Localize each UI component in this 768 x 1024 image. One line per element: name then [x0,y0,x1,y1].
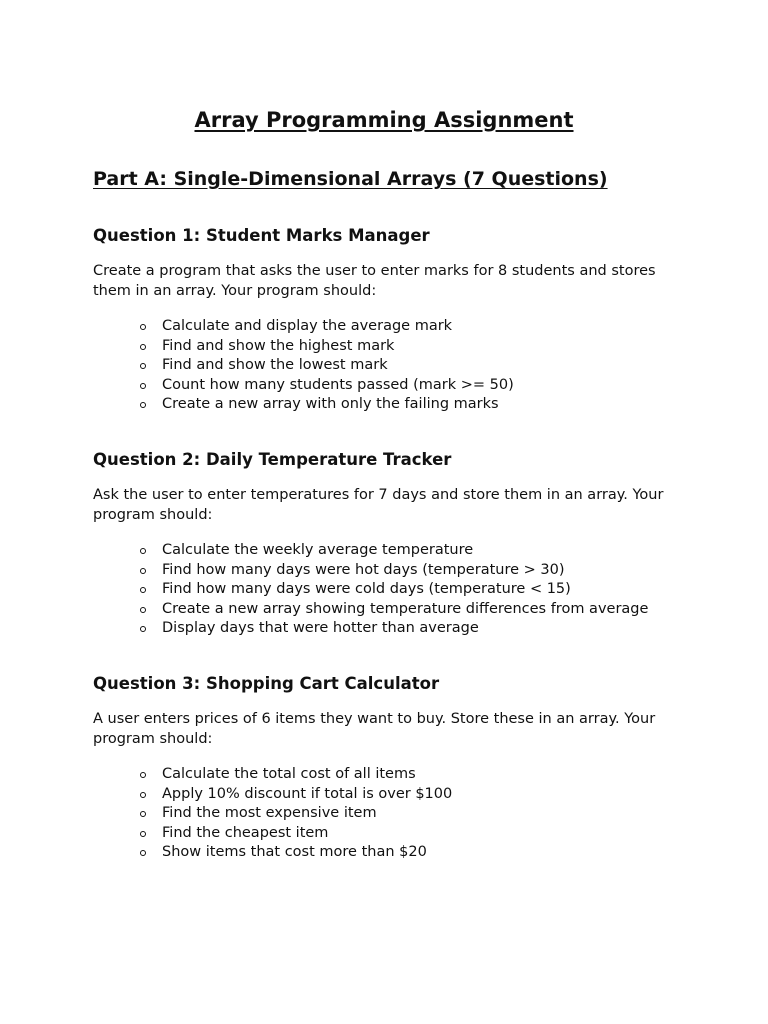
list-item [93,561,683,581]
question-1-intro: Create a program that asks the user to enter marks for 8 students and stores them in an array. Your program should: [93,263,656,299]
question-1-list [93,317,683,415]
list-item [93,317,683,337]
circle-bullet-icon [140,607,146,613]
circle-bullet-icon [140,383,146,389]
circle-bullet-icon [140,568,146,574]
list-item-text: Find and show the lowest mark [162,357,388,373]
list-item-text: Find the cheapest item [162,824,329,841]
list-item [93,619,683,639]
list-item-text: Count how many students passed (mark >= 50) [162,376,514,393]
question-3-heading: Question 3: Shopping Cart Calculator [93,674,440,693]
list-item [93,356,683,376]
circle-bullet-icon [140,344,146,350]
list-item [93,785,683,805]
list-item [93,580,683,600]
list-item [93,824,683,844]
circle-bullet-icon [140,324,146,330]
circle-bullet-icon [140,811,146,817]
list-item-text: Show items that cost more than $20 [162,844,427,860]
list-item-text: Find how many days were cold days (temperature < 15) [162,581,571,597]
list-item-text: Find and show the highest mark [162,337,395,354]
circle-bullet-icon [140,831,146,837]
list-item [93,376,683,396]
question-3-list [93,765,683,863]
list-item-text: Find how many days were hot days (temperature > 30) [162,561,565,578]
circle-bullet-icon [140,792,146,798]
list-item [93,765,683,785]
circle-bullet-icon [140,587,146,593]
list-item-text: Create a new array showing temperature differences from average [162,600,649,617]
question-2-section [93,449,683,639]
list-item-text: Create a new array with only the failing marks [162,396,499,412]
list-item-text: Calculate the weekly average temperature [162,542,474,558]
circle-bullet-icon [140,850,146,856]
question-2-intro: Ask the user to enter temperatures for 7 days and store them in an array. Your program should: [93,487,664,523]
question-2-list [93,541,683,639]
circle-bullet-icon [140,402,146,408]
list-item [93,843,683,863]
circle-bullet-icon [140,363,146,369]
list-item-text: Apply 10% discount if total is over $100 [162,785,453,802]
circle-bullet-icon [140,626,146,632]
question-3-intro: A user enters prices of 6 items they want to buy. Store these in an array. Your program should: [93,711,656,747]
list-item [93,804,683,824]
list-item [93,337,683,357]
question-3-section [93,673,683,863]
list-item-text: Find the most expensive item [162,805,377,821]
part-a-heading: Part A: Single-Dimensional Arrays (7 Questions) [93,168,608,190]
question-1-heading: Question 1: Student Marks Manager [93,226,430,245]
question-1-section [93,225,683,415]
list-item [93,395,683,415]
list-item-text: Calculate and display the average mark [162,318,453,334]
list-item-text: Display days that were hotter than average [162,620,479,636]
list-item-text: Calculate the total cost of all items [162,766,416,782]
circle-bullet-icon [140,548,146,554]
list-item [93,600,683,620]
question-2-heading: Question 2: Daily Temperature Tracker [93,450,452,469]
document-title: Array Programming Assignment [194,108,574,132]
circle-bullet-icon [140,772,146,778]
list-item [93,541,683,561]
